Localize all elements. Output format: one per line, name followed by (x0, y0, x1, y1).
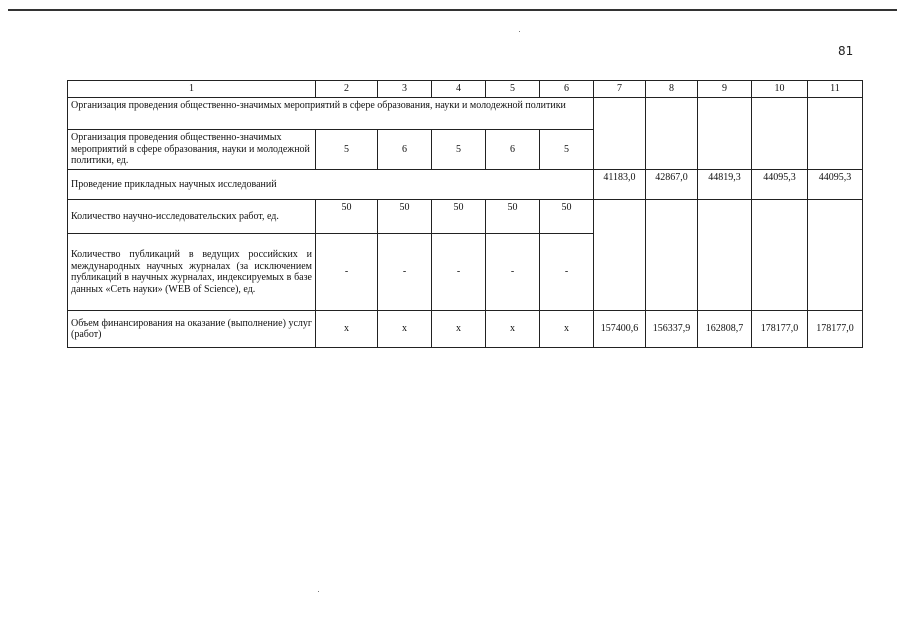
value-cell: х (378, 311, 432, 348)
header-row (68, 81, 863, 98)
value-cell: - (316, 234, 378, 311)
value-cell: 44095,3 (752, 170, 808, 200)
data-table (67, 80, 863, 348)
empty-cell (752, 98, 808, 170)
value-cell: 41183,0 (594, 170, 646, 200)
header-cell: 2 (316, 81, 378, 98)
value-cell: 42867,0 (646, 170, 698, 200)
empty-cell (698, 200, 752, 311)
header-cell: 10 (752, 81, 808, 98)
row-label: Количество публикаций в ведущих российских и международных научных журналах (за исключением публикаций в научных журналах, индексируемых в базе данных «Сеть науки» (WEB of Science), ед. (68, 234, 316, 311)
table-row (68, 311, 863, 348)
header-cell: 6 (540, 81, 594, 98)
table-row (68, 98, 863, 130)
value-cell: 162808,7 (698, 311, 752, 348)
value-cell: 157400,6 (594, 311, 646, 348)
row-label: Проведение прикладных научных исследований (68, 170, 594, 200)
empty-cell (646, 200, 698, 311)
table-row (68, 170, 863, 200)
value-cell: х (486, 311, 540, 348)
value-cell: 5 (540, 130, 594, 170)
header-cell: 8 (646, 81, 698, 98)
value-cell: 44819,3 (698, 170, 752, 200)
empty-cell (752, 200, 808, 311)
header-cell: 11 (808, 81, 863, 98)
value-cell: - (540, 234, 594, 311)
empty-cell (808, 200, 863, 311)
value-cell: 178177,0 (808, 311, 863, 348)
value-cell: х (316, 311, 378, 348)
value-cell: 156337,9 (646, 311, 698, 348)
value-cell: - (432, 234, 486, 311)
empty-cell (594, 200, 646, 311)
value-cell: 5 (432, 130, 486, 170)
page-number: 81 (838, 44, 854, 58)
empty-cell (698, 98, 752, 170)
header-cell: 5 (486, 81, 540, 98)
value-cell: - (378, 234, 432, 311)
row-label: Организация проведения общественно-значимых мероприятий в сфере образования, науки и молодежной политики (68, 98, 594, 130)
value-cell: 50 (432, 200, 486, 234)
scan-speck (318, 591, 319, 592)
header-cell: 9 (698, 81, 752, 98)
table-row (68, 200, 863, 234)
value-cell: 44095,3 (808, 170, 863, 200)
value-cell: 6 (378, 130, 432, 170)
empty-cell (808, 98, 863, 170)
row-label: Организация проведения общественно-значимых мероприятий в сфере образования, науки и молодежной политики, ед. (68, 130, 316, 170)
top-rule (8, 9, 897, 11)
value-cell: 50 (378, 200, 432, 234)
value-cell: 50 (540, 200, 594, 234)
row-label: Количество научно-исследовательских работ, ед. (68, 200, 316, 234)
row-label: Объем финансирования на оказание (выполнение) услуг (работ) (68, 311, 316, 348)
header-cell: 7 (594, 81, 646, 98)
header-cell: 4 (432, 81, 486, 98)
value-cell: 5 (316, 130, 378, 170)
empty-cell (646, 98, 698, 170)
header-cell: 3 (378, 81, 432, 98)
value-cell: х (432, 311, 486, 348)
value-cell: - (486, 234, 540, 311)
value-cell: 50 (316, 200, 378, 234)
value-cell: 178177,0 (752, 311, 808, 348)
value-cell: 6 (486, 130, 540, 170)
empty-cell (594, 98, 646, 170)
value-cell: 50 (486, 200, 540, 234)
scan-speck (519, 31, 520, 32)
value-cell: х (540, 311, 594, 348)
header-cell: 1 (68, 81, 316, 98)
